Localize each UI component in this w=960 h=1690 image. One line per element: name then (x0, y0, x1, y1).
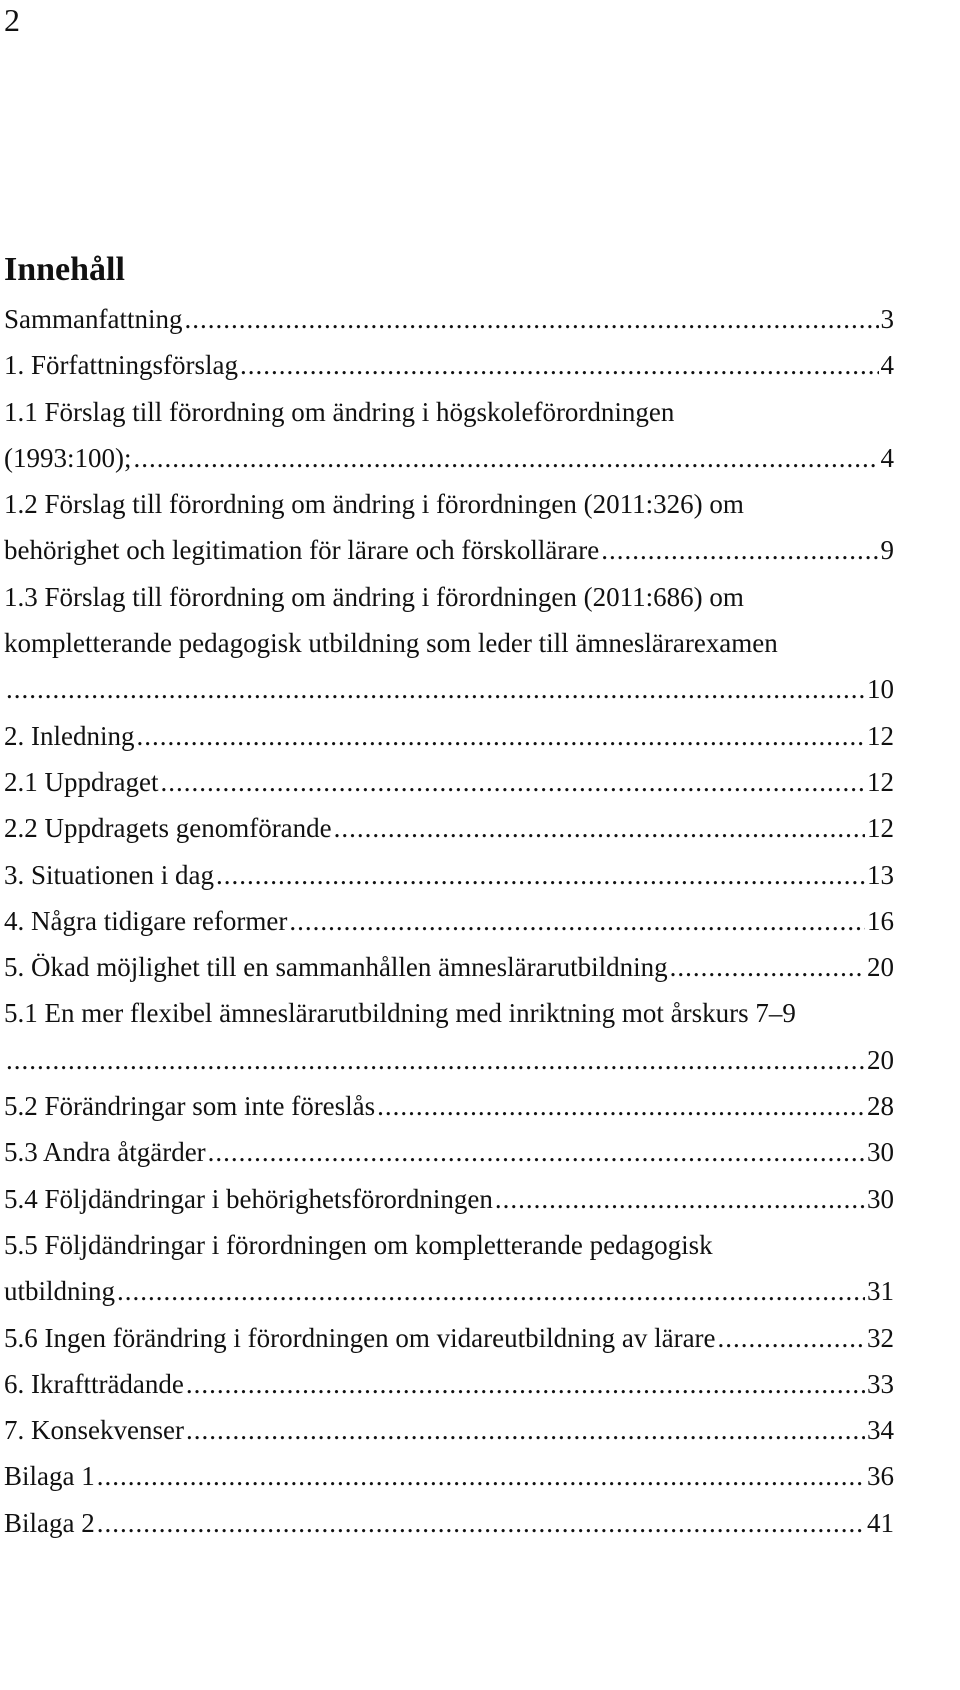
toc-page-number: 31 (867, 1276, 894, 1307)
toc-page-number: 20 (867, 1044, 894, 1075)
toc-page-number: 4 (880, 350, 894, 381)
toc-entry-row (4, 1176, 894, 1222)
toc-entry-text-line: 1.2 Förslag till förordning om ändring i förordningen (2011:326) om (4, 489, 744, 520)
toc-entry-title: 5.2 Förändringar som inte föreslås (4, 1091, 376, 1122)
toc-entry-row (4, 944, 894, 990)
toc-page-number: 16 (867, 905, 894, 936)
toc-entry-title: 4. Några tidigare reformer (4, 905, 288, 936)
toc-page-number: 12 (867, 720, 894, 751)
dot-leader (601, 527, 878, 573)
toc-entry-title: Sammanfattning (4, 304, 183, 334)
toc-entry-title: 2.1 Uppdraget (4, 766, 159, 797)
toc-page-number: 34 (867, 1415, 894, 1446)
dot-leader (495, 1176, 865, 1222)
toc-entry-row (4, 759, 894, 805)
toc-page-number: 32 (867, 1322, 894, 1353)
toc-entry[interactable] (4, 574, 894, 713)
toc-entry-title: utbildning (4, 1276, 116, 1307)
table-of-contents (4, 296, 894, 1546)
toc-entry[interactable] (4, 944, 894, 990)
toc-entry-title: 2. Inledning (4, 720, 135, 751)
toc-entry-title: 5.6 Ingen förändring i förordningen om vidareutbildning av lärare (4, 1322, 716, 1353)
dot-leader (117, 1268, 865, 1314)
toc-page-number: 28 (867, 1091, 894, 1122)
toc-entry[interactable] (4, 759, 894, 805)
dot-leader (334, 805, 865, 851)
toc-page-number: 3 (880, 304, 894, 334)
dot-leader (6, 1037, 865, 1083)
dot-leader (208, 1129, 865, 1175)
toc-page-number: 12 (867, 766, 894, 797)
toc-page-number: 41 (867, 1507, 894, 1538)
toc-entry[interactable] (4, 1176, 894, 1222)
toc-entry[interactable] (4, 1129, 894, 1175)
toc-entry-text-line: 5.5 Följdändringar i förordningen om kompletterande pedagogisk (4, 1229, 713, 1260)
toc-entry-row (4, 805, 894, 851)
toc-entry-title: 5. Ökad möjlighet till en sammanhållen ämneslärarutbildning (4, 952, 668, 983)
toc-entry-title: 2.2 Uppdragets genomförande (4, 813, 332, 844)
toc-entry-row (4, 435, 894, 481)
page-number: 2 (4, 2, 20, 38)
toc-entry[interactable] (4, 1083, 894, 1129)
toc-page-number: 12 (867, 813, 894, 844)
toc-entry-row (4, 1361, 894, 1407)
toc-entry-title: 7. Konsekvenser (4, 1415, 184, 1446)
toc-entry[interactable] (4, 1361, 894, 1407)
toc-page-number: 9 (880, 535, 894, 566)
toc-entry[interactable] (4, 713, 894, 759)
toc-entry[interactable] (4, 990, 894, 1083)
toc-entry-row (4, 1037, 894, 1083)
dot-leader (240, 342, 879, 388)
toc-page-number: 13 (867, 859, 894, 890)
toc-entry-title: Bilaga 1 (4, 1461, 95, 1492)
dot-leader (6, 666, 865, 712)
toc-entry[interactable] (4, 389, 894, 482)
toc-entry[interactable] (4, 342, 894, 388)
toc-entry[interactable] (4, 1315, 894, 1361)
toc-entry-row (4, 1083, 894, 1129)
toc-entry-text-line: 1.3 Förslag till förordning om ändring i förordningen (2011:686) om (4, 581, 744, 612)
toc-page-number: 36 (867, 1461, 894, 1492)
dot-leader (97, 1500, 865, 1546)
toc-entry-row (4, 1500, 894, 1546)
toc-entry-row (4, 666, 894, 712)
toc-entry-row (4, 1315, 894, 1361)
dot-leader (186, 1361, 865, 1407)
toc-entry[interactable] (4, 1500, 894, 1546)
toc-entry-row (4, 296, 894, 342)
dot-leader (670, 944, 865, 990)
dot-leader (184, 296, 878, 342)
toc-entry-title: 5.4 Följdändringar i behörighetsförordningen (4, 1183, 493, 1214)
dot-leader (97, 1453, 865, 1499)
toc-entry[interactable] (4, 1222, 894, 1315)
toc-entry[interactable] (4, 1407, 894, 1453)
toc-entry-title: 3. Situationen i dag (4, 859, 214, 890)
dot-leader (136, 713, 865, 759)
toc-entry[interactable] (4, 805, 894, 851)
dot-leader (186, 1407, 865, 1453)
toc-entry-text-line: 1.1 Förslag till förordning om ändring i högskoleförordningen (4, 396, 675, 427)
toc-entry-row (4, 713, 894, 759)
dot-leader (216, 852, 865, 898)
toc-entry[interactable] (4, 898, 894, 944)
toc-page-number: 30 (867, 1183, 894, 1214)
toc-page-number: 10 (867, 674, 894, 705)
toc-entry-row (4, 1407, 894, 1453)
toc-page-number: 20 (867, 952, 894, 983)
toc-entry[interactable] (4, 852, 894, 898)
dot-leader (289, 898, 865, 944)
toc-entry[interactable] (4, 1453, 894, 1499)
toc-entry-row (4, 852, 894, 898)
toc-entry-row (4, 527, 894, 573)
toc-entry-title: 6. Ikraftträdande (4, 1368, 184, 1399)
toc-entry-row (4, 1129, 894, 1175)
toc-entry-text-line: 5.1 En mer flexibel ämneslärarutbildning med inriktning mot årskurs 7–9 (4, 998, 796, 1029)
toc-entry-title: 1. Författningsförslag (4, 350, 238, 381)
toc-entry-row (4, 1453, 894, 1499)
dot-leader (134, 435, 879, 481)
toc-entry-row (4, 1268, 894, 1314)
toc-entry-title: Bilaga 2 (4, 1507, 95, 1538)
toc-title: Innehåll (4, 251, 125, 288)
toc-entry[interactable] (4, 481, 894, 574)
toc-entry-text-line: kompletterande pedagogisk utbildning som leder till ämneslärarexamen (4, 628, 778, 659)
toc-entry-title: (1993:100); (4, 442, 132, 473)
toc-page-number: 30 (867, 1137, 894, 1168)
toc-page-number: 33 (867, 1368, 894, 1399)
toc-entry-title: behörighet och legitimation för lärare och förskollärare (4, 535, 600, 566)
dot-leader (377, 1083, 865, 1129)
toc-entry[interactable] (4, 296, 894, 342)
toc-entry-title: 5.3 Andra åtgärder (4, 1137, 206, 1168)
dot-leader (160, 759, 865, 805)
toc-entry-row (4, 898, 894, 944)
toc-page-number: 4 (880, 442, 894, 473)
toc-entry-row (4, 342, 894, 388)
dot-leader (718, 1315, 865, 1361)
